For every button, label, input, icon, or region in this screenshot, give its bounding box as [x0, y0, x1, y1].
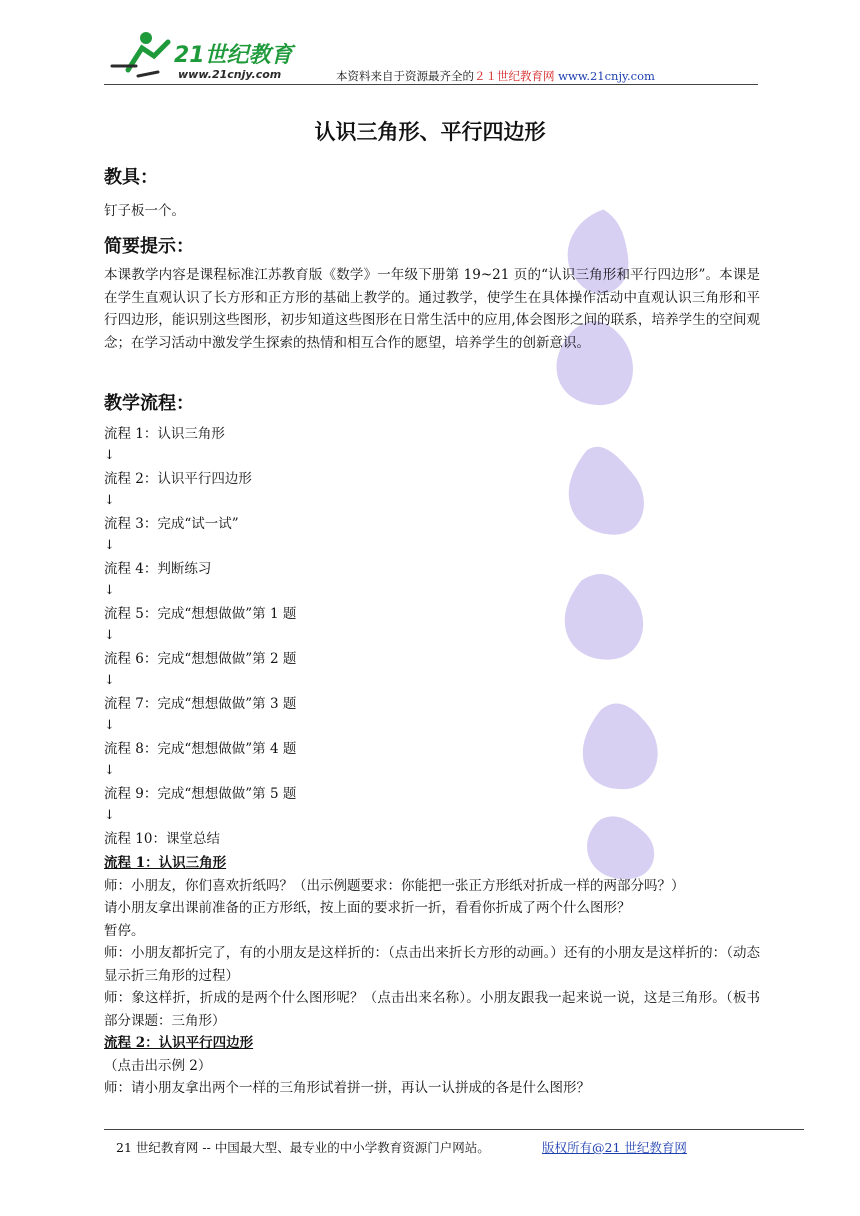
flow-arrow: ↓	[104, 762, 115, 778]
flow-step: 流程 2：认识平行四边形	[104, 471, 252, 487]
flow-step: 流程 3：完成“试一试”	[104, 516, 239, 532]
flow-arrow: ↓	[104, 537, 115, 553]
tips-text: 本课教学内容是课程标准江苏教育版《数学》一年级下册第 19~21 页的“认识三角形和平行四边形”。本课是在学生直观认识了长方形和正方形的基础上教学的。通过教学，使学生在具体操作活动中直观认识三角形和平行四边形，能识别这些图形，初步知道这些图形在日常生活中的应用,体会图形之间的联系，培养学生的空间观念；在学习活动中激发学生探索的热情和相互合作的愿望，培养学生的创新意识。	[104, 267, 760, 351]
logo-wordmark: 21世纪教育	[174, 43, 293, 68]
step1-paragraph: 师：小朋友，你们喜欢折纸吗？（出示例题要求：你能把一张正方形纸对折成一样的两部分吗？）	[104, 877, 685, 894]
tips-heading: 简要提示：	[104, 236, 194, 257]
footer-site-description: 21 世纪教育网 -- 中国最大型、最专业的中小学教育资源门户网站。	[116, 1140, 490, 1155]
header-source-note	[336, 68, 655, 84]
site-logo	[108, 26, 308, 82]
step1-paragraph: 请小朋友拿出课前准备的正方形纸，按上面的要求折一折，看看你折成了两个什么图形？	[104, 900, 631, 916]
flow-step: 流程 1：认识三角形	[104, 426, 225, 442]
flow-arrow: ↓	[104, 627, 115, 643]
header-note-url[interactable]: www.21cnjy.com	[558, 69, 655, 83]
flow-step: 流程 4：判断练习	[104, 561, 212, 577]
page-title: 认识三角形、平行四边形	[314, 120, 546, 144]
step1-paragraph: 暂停。	[104, 922, 145, 939]
footer-divider	[104, 1129, 804, 1130]
detail-section	[104, 852, 760, 1100]
step1-heading: 流程 1：认识三角形	[104, 855, 227, 871]
flow-arrow: ↓	[104, 807, 115, 823]
header-note-prefix: 本资料来自于资源最齐全的	[336, 69, 474, 83]
step1-paragraph: 师：象这样折，折成的是两个什么图形呢？（点击出来名称）。小朋友跟我一起来说一说，这是三角形。（板书部分课题：三角形）	[104, 990, 760, 1029]
flow-arrow: ↓	[104, 492, 115, 508]
flow-step: 流程 7：完成“想想做做”第 3 题	[104, 696, 297, 712]
header-divider	[104, 84, 758, 85]
flow-step: 流程 9：完成“想想做做”第 5 题	[104, 786, 297, 802]
flow-arrow: ↓	[104, 447, 115, 463]
footer-copyright-link[interactable]: 版权所有@21 世纪教育网	[542, 1140, 687, 1155]
flow-arrow: ↓	[104, 582, 115, 598]
flow-list	[104, 424, 296, 852]
flow-arrow: ↓	[104, 672, 115, 688]
flow-arrow: ↓	[104, 717, 115, 733]
step2-paragraph: 师：请小朋友拿出两个一样的三角形试着拼一拼，再认一认拼成的各是什么图形？	[104, 1080, 590, 1096]
flow-heading: 教学流程：	[104, 393, 194, 414]
flow-step: 流程 6：完成“想想做做”第 2 题	[104, 651, 297, 667]
flow-step: 流程 8：完成“想想做做”第 4 题	[104, 741, 297, 757]
tools-heading: 教具：	[104, 167, 158, 188]
step2-heading: 流程 2：认识平行四边形	[104, 1035, 254, 1051]
flow-step: 流程 5：完成“想想做做”第 1 题	[104, 606, 297, 622]
tools-text: 钉子板一个。	[104, 203, 185, 219]
logo-url: www.21cnjy.com	[178, 68, 282, 81]
flow-step: 流程 10：课堂总结	[104, 831, 220, 847]
step1-paragraph: 师：小朋友都折完了，有的小朋友是这样折的：（点击出来折长方形的动画。）还有的小朋友是这样折的：（动态显示折三角形的过程）	[104, 945, 760, 984]
header-note-site-name: ２１世纪教育网	[474, 69, 555, 83]
step2-paragraph: （点击出示例 2）	[104, 1057, 212, 1074]
